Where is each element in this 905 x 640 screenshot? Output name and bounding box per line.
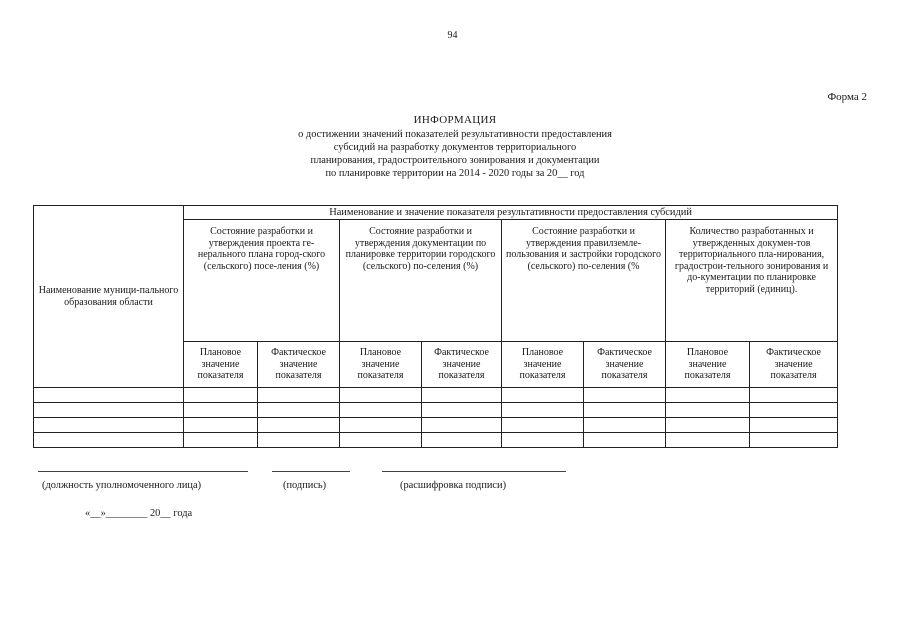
value-cell (422, 418, 502, 433)
subtitle-line: по планировке территории на 2014 - 2020 годы за 20__ год (325, 168, 585, 179)
page-number: 94 (447, 30, 458, 41)
actual-value-header: Фактическое значение показателя (750, 342, 838, 388)
signature-label: (подпись) (283, 480, 327, 491)
actual-value-header: Фактическое значение показателя (584, 342, 666, 388)
value-cell (584, 418, 666, 433)
municipality-cell (34, 433, 184, 448)
value-cell (340, 418, 422, 433)
transcript-signature-line (382, 471, 566, 472)
value-cell (666, 418, 750, 433)
value-cell (666, 433, 750, 448)
transcript-label: (расшифровка подписи) (400, 480, 507, 491)
value-cell (666, 403, 750, 418)
document-subtitle (220, 128, 690, 180)
position-signature-line (38, 471, 248, 472)
value-cell (422, 403, 502, 418)
indicator-header: Количество разработанных и утвержденных докумен-тов территориального пла-нирования, градострои-тельного зонирования и до-кументации по планировке территорий (единиц). (666, 220, 838, 342)
document-title: ИНФОРМАЦИЯ (413, 114, 497, 126)
subtitle-line: планирования, градостроительного зонирования и документации (310, 155, 600, 166)
value-cell (184, 418, 258, 433)
value-cell (502, 388, 584, 403)
form-label: Форма 2 (827, 91, 867, 103)
signature-line (272, 471, 350, 472)
indicator-group-header: Наименование и значение показателя результативности предоставления субсидий (184, 206, 838, 220)
value-cell (184, 388, 258, 403)
position-label: (должность уполномоченного лица) (42, 480, 202, 491)
planned-value-header: Плановое значение показателя (184, 342, 258, 388)
value-cell (258, 433, 340, 448)
subtitle-line: о достижении значений показателей результативности предоставления (298, 129, 612, 140)
actual-value-header: Фактическое значение показателя (422, 342, 502, 388)
value-cell (258, 403, 340, 418)
subtitle-line: субсидий на разработку документов территориального (333, 142, 577, 153)
planned-value-header: Плановое значение показателя (666, 342, 750, 388)
table-row (34, 403, 838, 418)
value-cell (258, 418, 340, 433)
indicator-header: Состояние разработки и утверждения правилземле-пользования и застройки городского (сельского) по-селения (% (502, 220, 666, 342)
date-line: «__»________ 20__ года (85, 508, 193, 519)
table-row (34, 433, 838, 448)
value-cell (584, 403, 666, 418)
value-cell (584, 433, 666, 448)
value-cell (502, 403, 584, 418)
value-cell (750, 388, 838, 403)
value-cell (258, 388, 340, 403)
value-cell (422, 433, 502, 448)
value-cell (184, 433, 258, 448)
value-cell (340, 433, 422, 448)
municipality-cell (34, 388, 184, 403)
municipality-cell (34, 403, 184, 418)
actual-value-header: Фактическое значение показателя (258, 342, 340, 388)
indicator-header: Состояние разработки и утверждения документации по планировке территории городского (сельского) по-селения (%) (340, 220, 502, 342)
planned-value-header: Плановое значение показателя (502, 342, 584, 388)
table-row (34, 388, 838, 403)
planned-value-header: Плановое значение показателя (340, 342, 422, 388)
value-cell (502, 433, 584, 448)
value-cell (750, 418, 838, 433)
value-cell (340, 388, 422, 403)
value-cell (584, 388, 666, 403)
value-cell (750, 433, 838, 448)
indicator-header: Состояние разработки и утверждения проекта ге-нерального плана город-ского (сельского) посе-ления (%) (184, 220, 340, 342)
value-cell (340, 403, 422, 418)
table-row (34, 418, 838, 433)
value-cell (502, 418, 584, 433)
value-cell (422, 388, 502, 403)
value-cell (750, 403, 838, 418)
value-cell (666, 388, 750, 403)
municipality-name-header: Наименование муници-пального образования области (34, 206, 184, 388)
municipality-cell (34, 418, 184, 433)
value-cell (184, 403, 258, 418)
report-table (33, 205, 838, 448)
